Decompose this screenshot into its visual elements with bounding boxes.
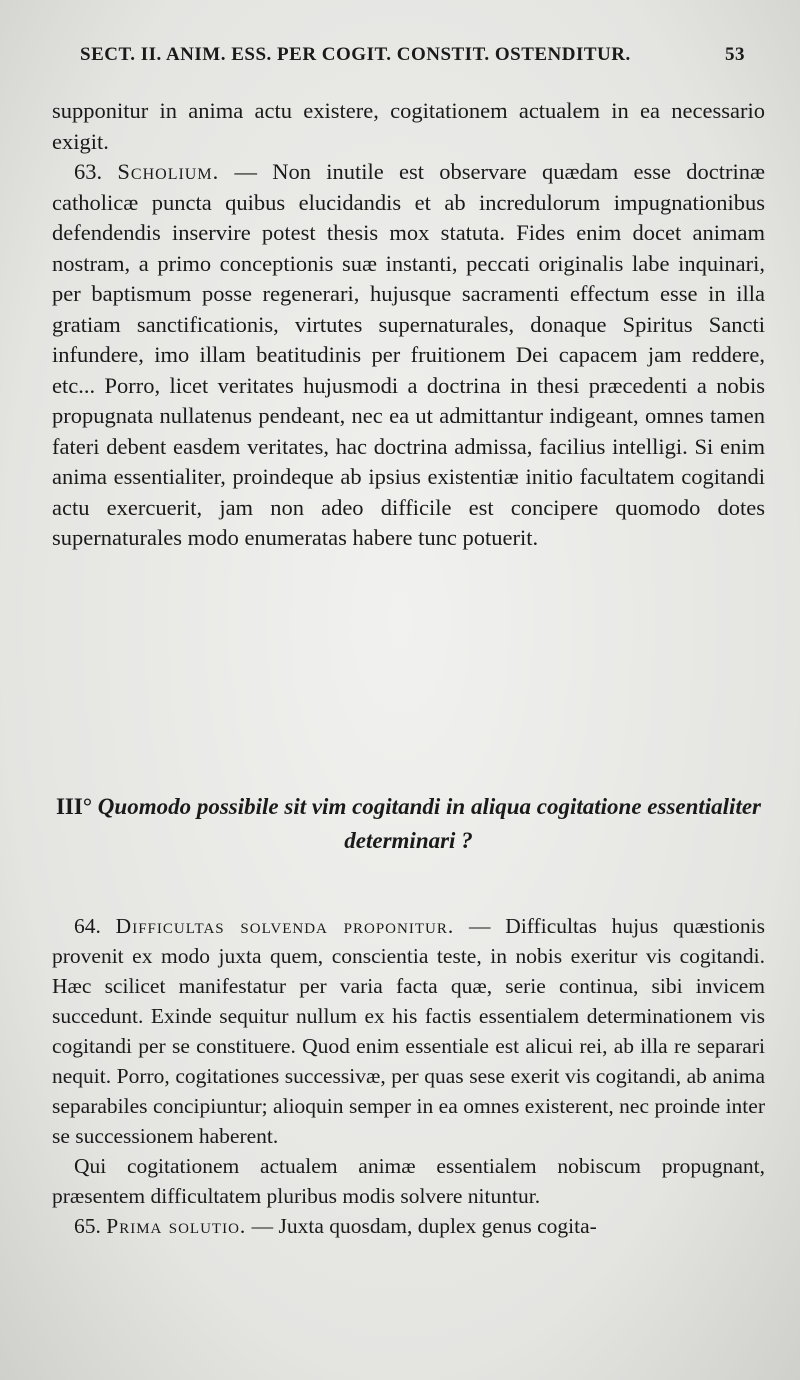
page-number: 53 <box>725 44 745 65</box>
paragraph-65 <box>52 1211 765 1241</box>
paragraph-number: 63. <box>74 159 103 184</box>
paragraph-heading: Scholium. <box>117 159 220 184</box>
paragraph-text: — Difficultas hujus quæstionis provenit ex modo juxta quem, conscientia teste, in nobis exeritur vis cogitandi. Hæc scilicet manifestatur per varia facta quæ, serie continua, sibi invicem succedunt. Exinde sequitur nullum ex his factis essentialem determinationem vis cogitandi per se constituere. Quod enim essentiale est alicui rei, ab illa re separari nequit. Porro, cogitationes successivæ, per quas sese exerit vis cogitandi, ab anima separabiles concipiuntur; alioquin semper in ea omnes existerent, nec proinde inter se successionem haberent. <box>52 914 765 1148</box>
paragraph-text: supponitur in anima actu existere, cogitationem actualem in ea necessario exigit. <box>52 98 765 154</box>
section-heading <box>52 790 765 858</box>
text-block-top <box>52 96 765 554</box>
paragraph-number: 65. <box>74 1214 101 1238</box>
section-title-text: Quomodo possibile sit vim cogitandi in aliqua cogitatione essentialiter determinari ? <box>97 794 762 853</box>
paragraph-plain <box>52 1151 765 1211</box>
section-numeral: III° <box>55 794 93 819</box>
text-block-bottom <box>52 911 765 1241</box>
paragraph-text: — Non inutile est observare quædam esse doctrinæ catholicæ puncta quibus elucidandis et ab incredulorum impugnationibus defendendis inservire potest thesis mox statuta. Fides enim docet animam nostram, a primo conceptionis suæ instanti, peccati originalis labe inquinari, per baptismum posse regenerari, hujusque sacramenti effectum esse in illa gratiam sanctificationis, virtutes supernaturales, donaque Spiritus Sancti infundere, imo illam beatitudinis per fruitionem Dei capacem jam reddere, etc... Porro, licet veritates hujusmodi a doctrina in thesi præcedenti a nobis propugnata nullatenus pendeant, nec ea ut admittantur indigeant, omnes tamen fateri debent easdem veritates, hac doctrina admissa, facilius intelligi. Si enim anima essentialiter, proindeque ab ipsius existentiæ initio facultatem cogitandi actu exercuerit, jam non adeo difficile est concipere quomodo dotes supernaturales modo enumeratas habere tunc potuerit. <box>52 159 766 550</box>
paragraph-64 <box>52 911 765 1151</box>
paragraph-63 <box>52 157 765 554</box>
running-head-title: SECT. II. ANIM. ESS. PER COGIT. CONSTIT. OSTENDITUR. <box>80 44 631 65</box>
paragraph-heading: Difficultas solvenda proponitur. <box>115 914 455 938</box>
paragraph-heading: Prima solutio. <box>106 1214 247 1238</box>
paragraph-text: Qui cogitationem actualem animæ essentialem nobiscum propugnant, præsentem difficultatem pluribus modis solvere nituntur. <box>52 1154 765 1208</box>
paragraph-continuation <box>52 96 765 157</box>
running-head <box>80 44 745 66</box>
paragraph-number: 64. <box>74 914 101 938</box>
paragraph-text: — Juxta quosdam, duplex genus cogita- <box>246 1214 597 1238</box>
